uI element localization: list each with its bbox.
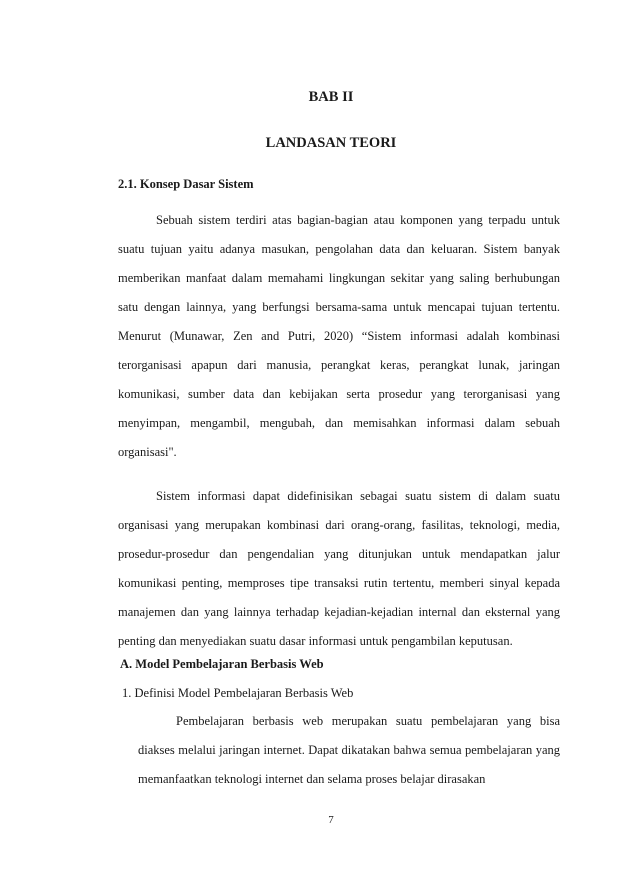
section-heading-a: A. Model Pembelajaran Berbasis Web	[120, 657, 324, 671]
page-number: 7	[328, 814, 334, 826]
section-heading-2-1: 2.1. Konsep Dasar Sistem	[118, 177, 254, 191]
subsection-heading-1: 1. Definisi Model Pembelajaran Berbasis Web	[122, 686, 354, 700]
paragraph-sistem-informasi: Sistem informasi dapat didefinisikan sebagai suatu sistem di dalam suatu organisasi yang merupakan kombinasi dari orang-orang, fasilitas, teknologi, media, prosedur-prosedur dan pengendalian yang ditunjukan untuk mendapatkan jalur komunikasi penting, memproses tipe transaksi rutin tertentu, memberi sinyal kepada manajemen dan yang lainnya terhadap kejadian-kejadian internal dan eksternal yang penting dan menyediakan suatu dasar informasi untuk pengambilan keputusan.	[118, 489, 560, 648]
paragraph-sistem: Sebuah sistem terdiri atas bagian-bagian atau komponen yang terpadu untuk suatu tujuan yaitu adanya masukan, pengolahan data dan keluaran. Sistem banyak memberikan manfaat dalam memahami lingkungan sekitar yang saling berhubungan satu dengan lainnya, yang berfungsi bersama-sama untuk mencapai tujuan tertentu. Menurut (Munawar, Zen and Putri, 2020) “Sistem informasi adalah kombinasi terorganisasi apapun dari manusia, perangkat keras, perangkat lunak, jaringan komunikasi, sumber data dan kebijakan serta prosedur yang terorganisasi yang menyimpan, mengambil, mengubah, dan memisahkan informasi dalam sebuah organisasi".	[118, 213, 560, 459]
chapter-number: BAB II	[308, 89, 354, 105]
paragraph-pembelajaran-web: Pembelajaran berbasis web merupakan suatu pembelajaran yang bisa diakses melalui jaringan internet. Dapat dikatakan bahwa semua pembelajaran yang memanfaatkan teknologi internet dan selama proses belajar dirasakan	[138, 714, 560, 786]
chapter-title: LANDASAN TEORI	[265, 135, 397, 151]
